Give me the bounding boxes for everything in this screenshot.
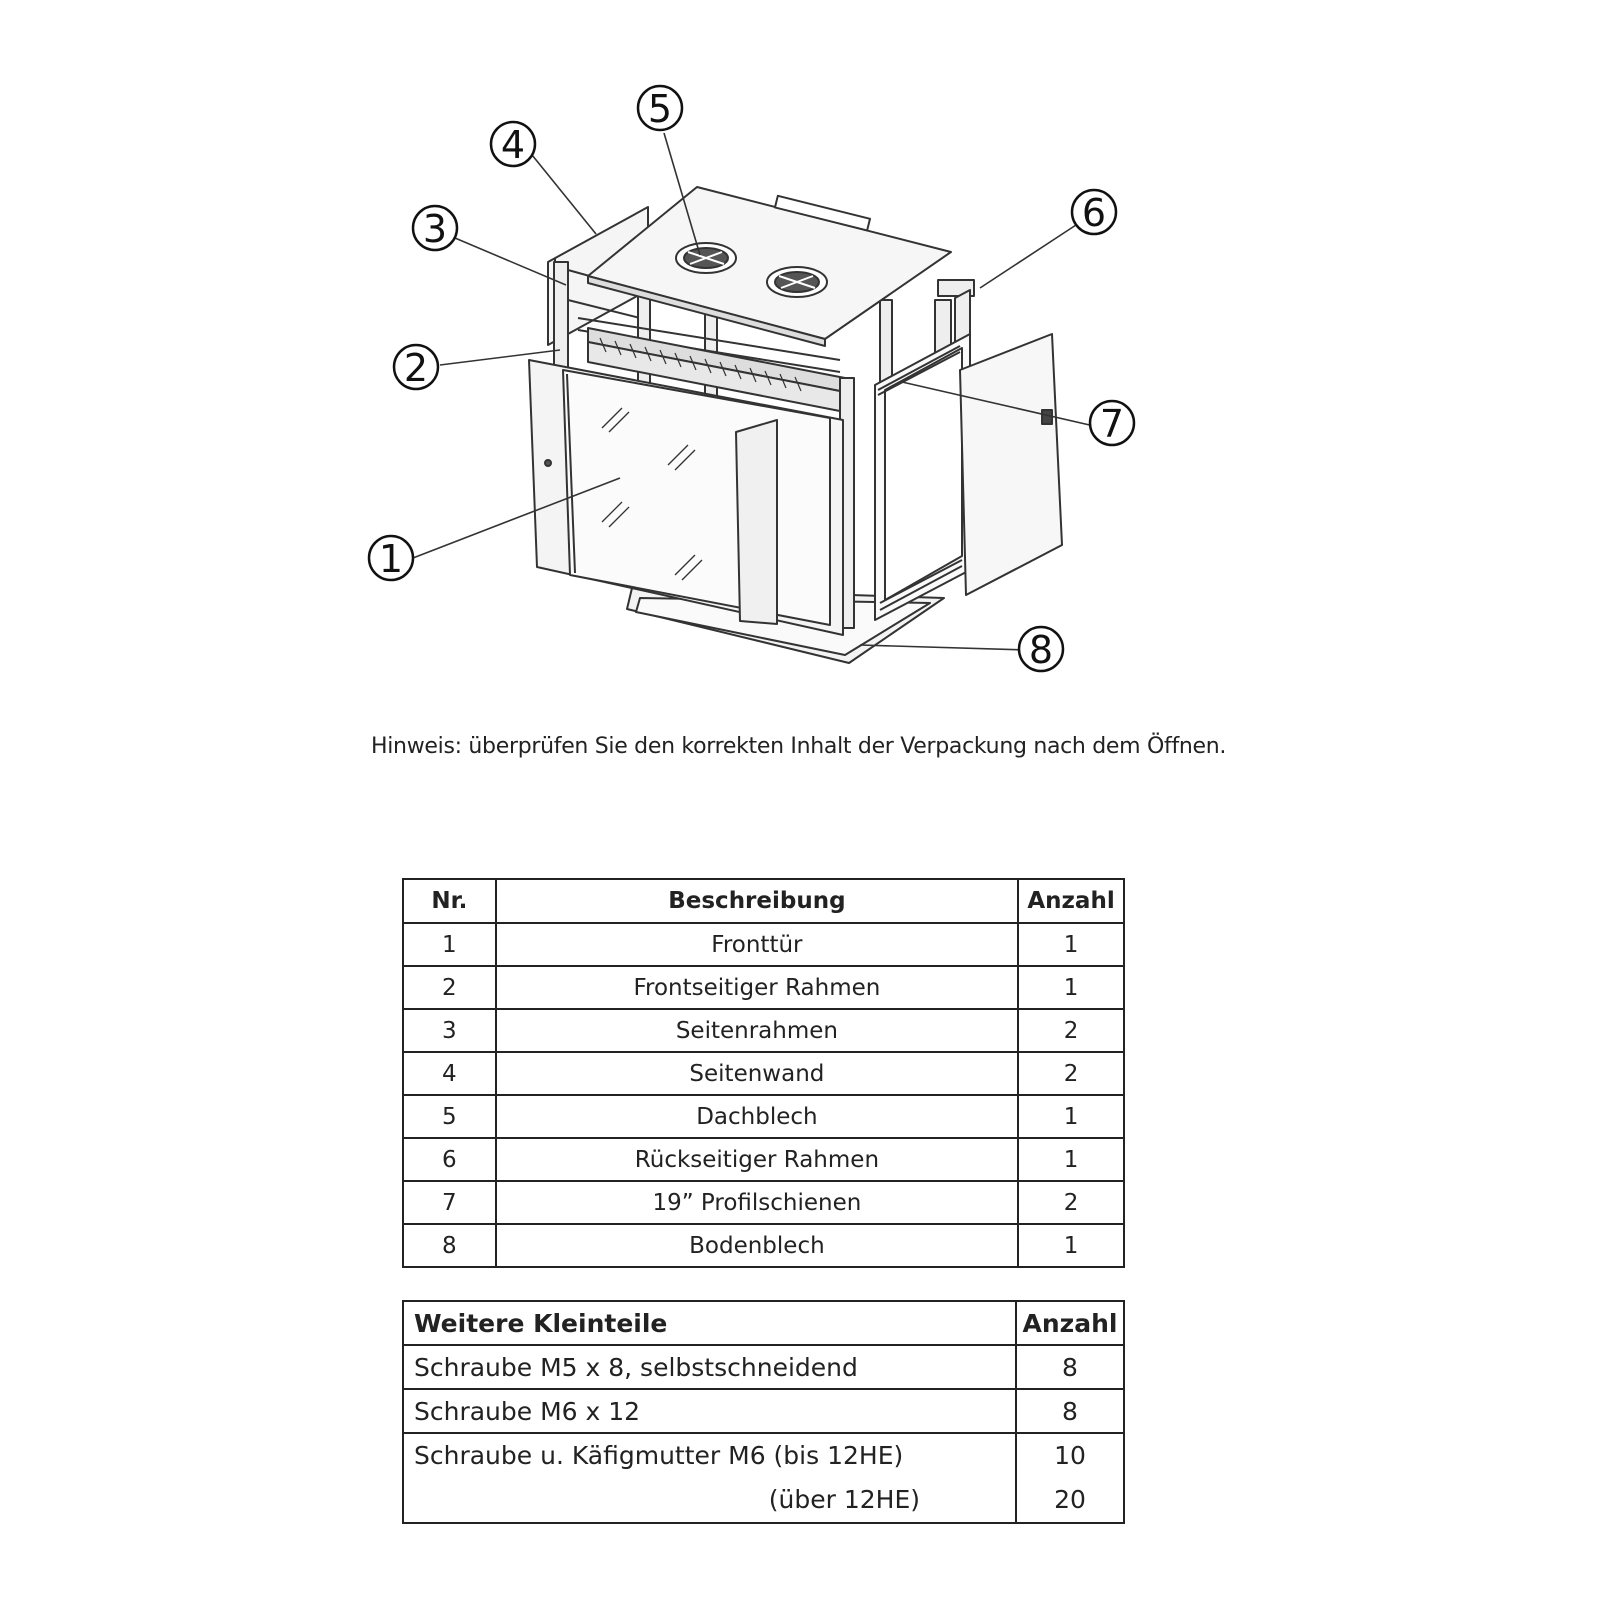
callout-2 <box>394 345 438 390</box>
svg-text:6: 6 <box>1081 191 1107 235</box>
svg-text:2: 2 <box>403 346 429 390</box>
side-wall-right <box>960 334 1062 595</box>
callout-8 <box>1019 627 1063 672</box>
cage-nut-qty-over: 20 <box>1054 1485 1086 1514</box>
header-small-quantity: Anzahl <box>1016 1301 1124 1345</box>
table-row: 1 Fronttür 1 <box>403 923 1124 966</box>
cage-nut-desc: Schraube u. Käfigmutter M6 (bis 12HE) <box>414 1441 904 1470</box>
svg-text:8: 8 <box>1028 628 1054 672</box>
callout-6 <box>1072 190 1116 235</box>
hint-note: Hinweis: überprüfen Sie den korrekten Inhalt der Verpackung nach dem Öffnen. <box>371 734 1227 759</box>
fan-1 <box>676 243 736 273</box>
table-row: 6 Rückseitiger Rahmen 1 <box>403 1138 1124 1181</box>
table-row: 5 Dachblech 1 <box>403 1095 1124 1138</box>
fan-2 <box>767 267 827 297</box>
svg-text:1: 1 <box>378 537 404 581</box>
callout-7 <box>1090 401 1134 446</box>
callout-4 <box>491 122 535 167</box>
cage-nut-qty: 10 <box>1054 1441 1086 1470</box>
svg-text:5: 5 <box>647 87 673 131</box>
table-row: 8 Bodenblech 1 <box>403 1224 1124 1267</box>
table-row <box>403 1433 1124 1523</box>
parts-table <box>402 878 1125 1268</box>
table-row: 2 Frontseitiger Rahmen 1 <box>403 966 1124 1009</box>
table-header-row <box>403 879 1124 923</box>
table-row: 7 19” Profilschienen 2 <box>403 1181 1124 1224</box>
callout-1 <box>369 536 413 581</box>
table-row: Schraube M5 x 8, selbstschneidend 8 <box>403 1345 1124 1389</box>
table-row: 3 Seitenrahmen 2 <box>403 1009 1124 1052</box>
cage-nut-desc-over: (über 12HE) <box>768 1485 920 1514</box>
table-header-row <box>403 1301 1124 1345</box>
callout-3 <box>413 206 457 251</box>
table-row: 4 Seitenwand 2 <box>403 1052 1124 1095</box>
header-small-parts: Weitere Kleinteile <box>403 1301 1016 1345</box>
small-parts-table <box>402 1300 1125 1524</box>
table-row: Schraube M6 x 12 8 <box>403 1389 1124 1433</box>
header-description: Beschreibung <box>496 879 1018 923</box>
header-quantity: Anzahl <box>1018 879 1124 923</box>
svg-text:3: 3 <box>422 207 448 251</box>
header-nr: Nr. <box>403 879 496 923</box>
svg-text:7: 7 <box>1099 402 1125 446</box>
exploded-cabinet-diagram <box>0 0 1600 700</box>
svg-text:4: 4 <box>500 123 526 167</box>
callout-5 <box>638 86 682 131</box>
